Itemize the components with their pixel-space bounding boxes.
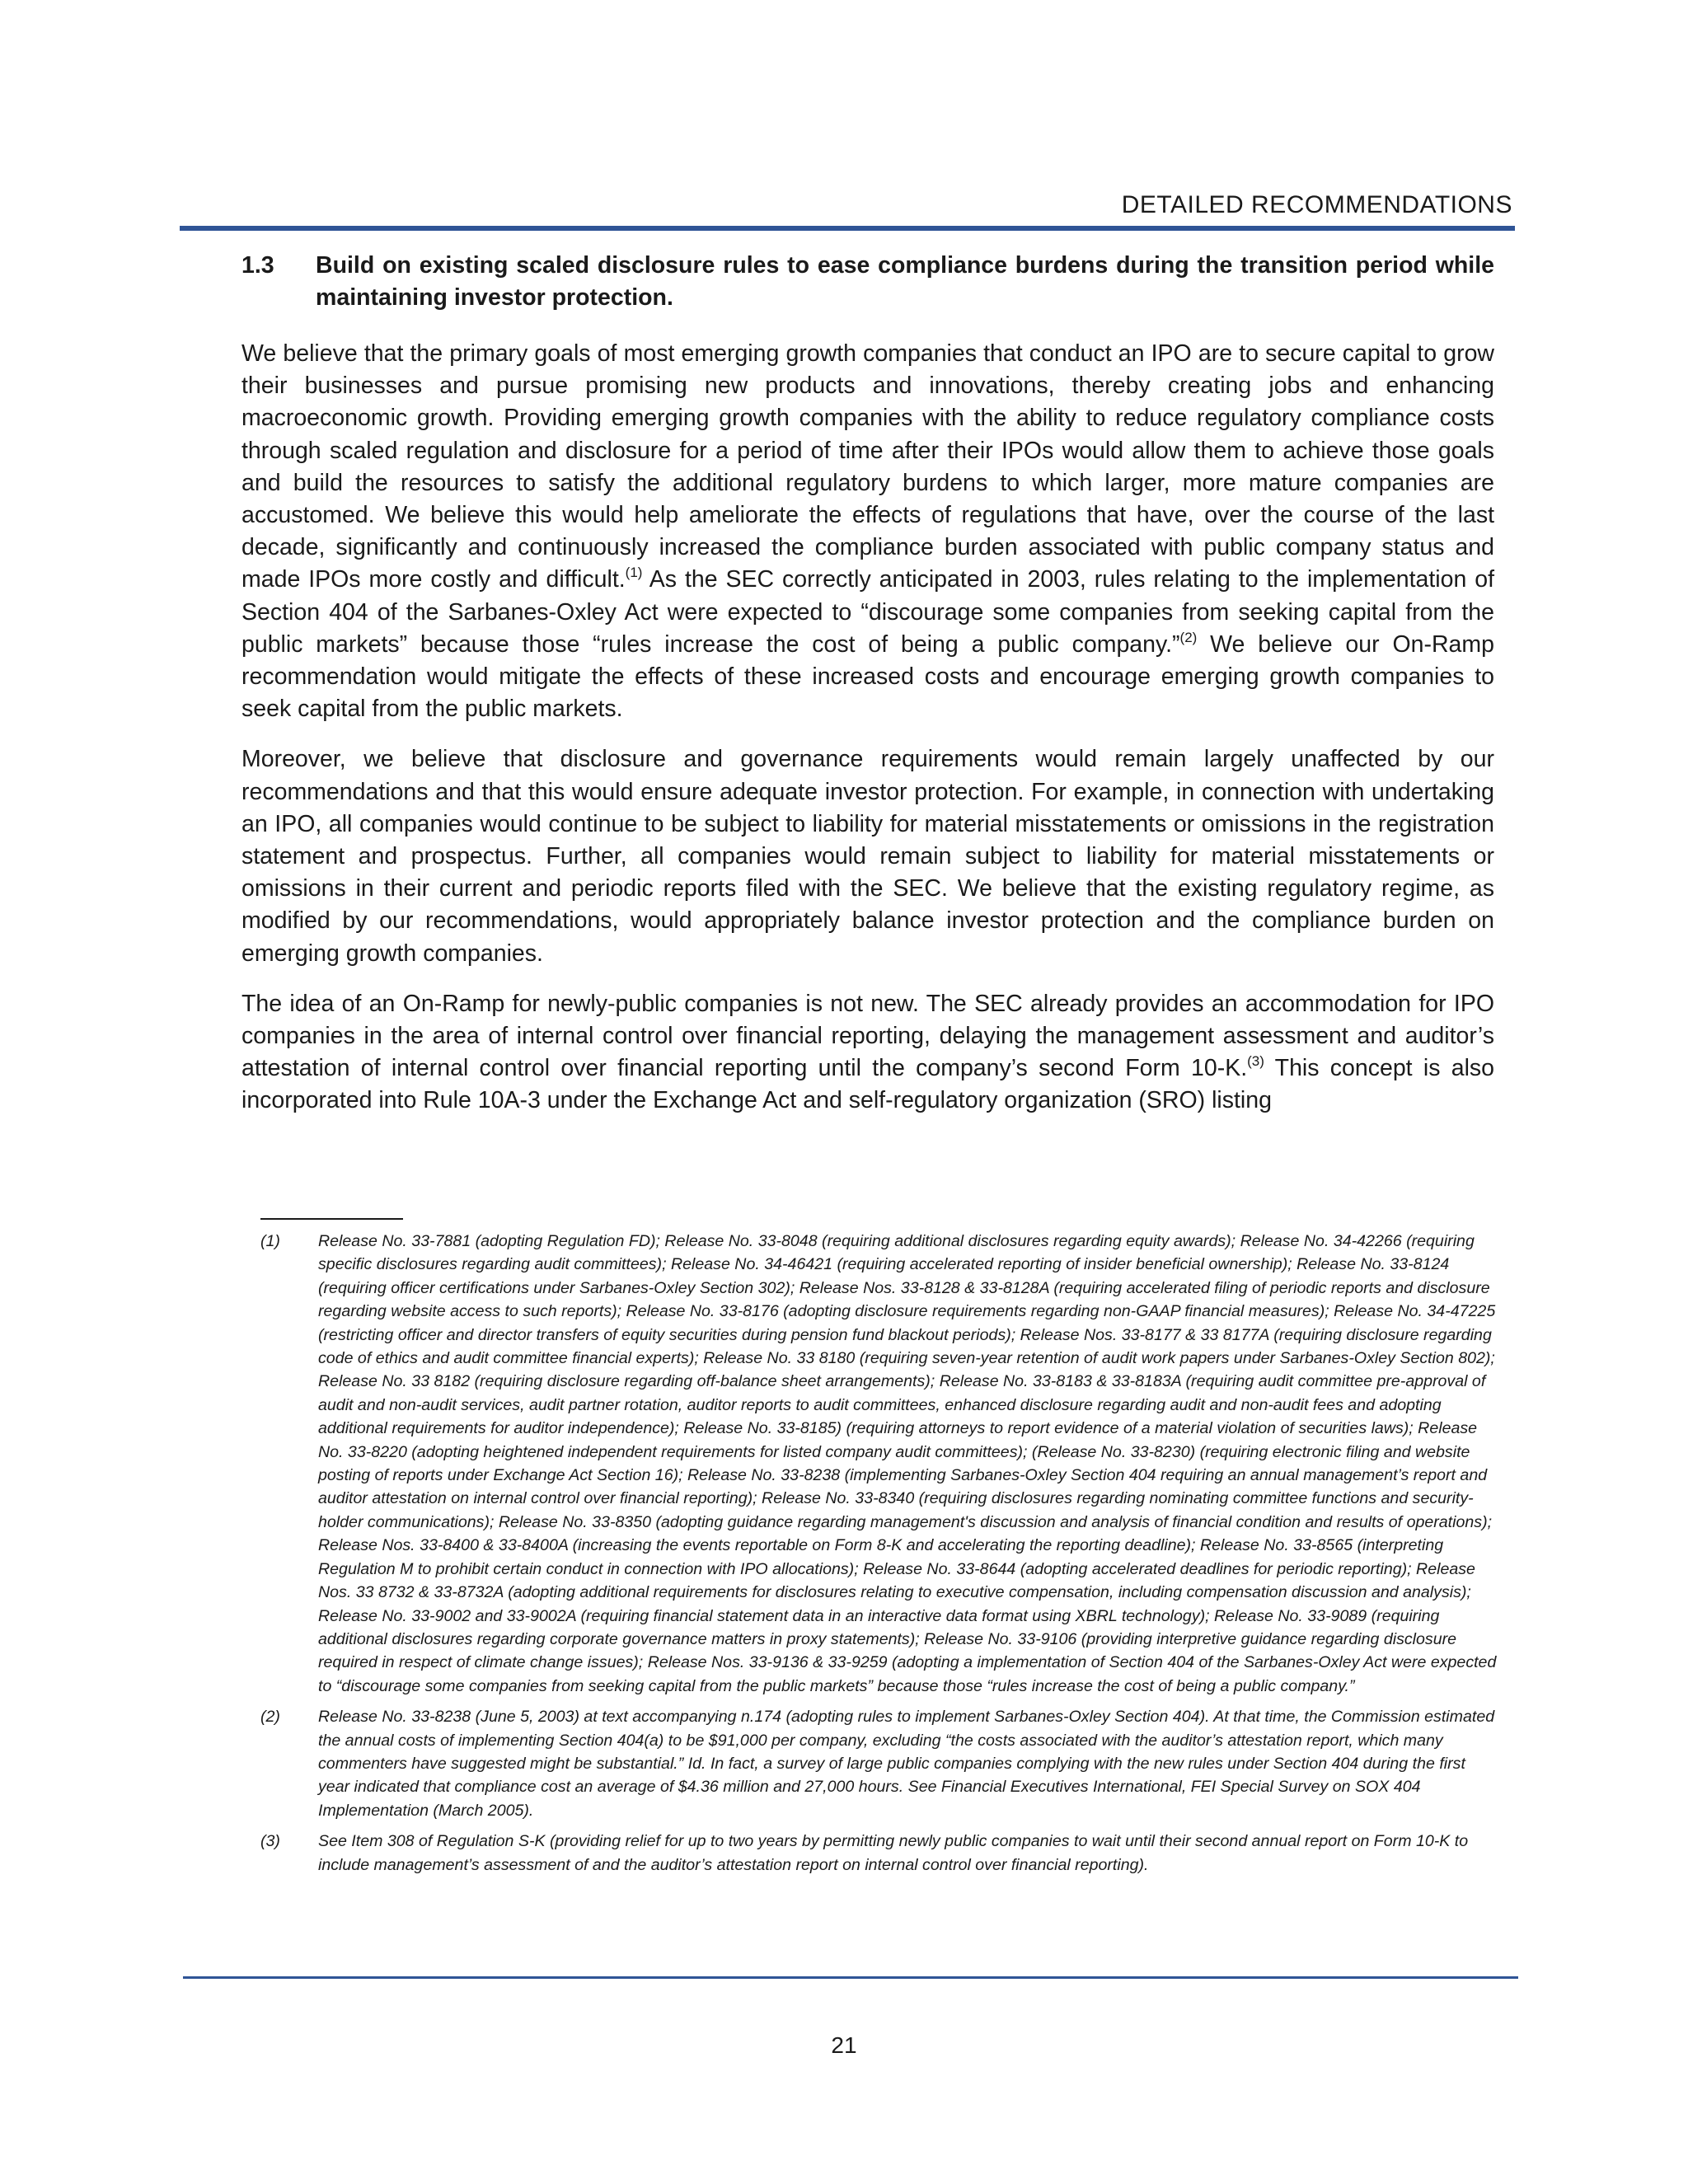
running-header-r: R [1251, 191, 1270, 218]
paragraph-3-part-a: The idea of an On-Ramp for newly-public companies is not new. The SEC already provides an accommodation for IPO companies in the area of internal control over financial reporting, delaying the management assessment and auditor’s attestation of internal control over financial reporting until the company’s second Form 10-K. [241, 990, 1494, 1082]
page-number: 21 [831, 2032, 857, 2058]
footnote-text: Release No. 33-8238 (June 5, 2003) at text accompanying n.174 (adopting rules to implement Sarbanes-Oxley Section 404). At that time, the Commission estimated the annual costs of implementing Section 404(a) to be $91,000 per company, excluding “the costs associated with the auditor’s attestation report, which many commenters have suggested might be substantial.” Id. In fact, a survey of large public companies complying with the new rules under Section 404 during the first year indicated that compliance cost an average of $4.36 million and 27,000 hours. See Financial Executives International, FEI Special Survey on SOX 404 Implementation (March 2005). [318, 1708, 1495, 1820]
footnote-number: (1) [260, 1232, 280, 1250]
paragraph-1-part-c: We believe our On-Ramp recommendation would mitigate the effects of these increased costs and encourage emerging growth companies to seek capital from the public markets. [241, 630, 1494, 723]
footnote-number: (2) [260, 1708, 280, 1727]
footnotes [260, 1230, 1497, 1884]
footnote-ref-3: (3) [1247, 1053, 1264, 1070]
paragraph-1 [241, 338, 1494, 725]
running-header-d: D [1121, 191, 1140, 218]
running-header-etailed: ETAILED [1139, 191, 1252, 218]
paragraph-3 [241, 988, 1494, 1118]
footnote-1 [260, 1230, 1497, 1698]
footnote-2 [260, 1705, 1497, 1822]
running-header-ecommendations: ECOMMENDATIONS [1269, 191, 1512, 218]
section-title: Build on existing scaled disclosure rules to ease compliance burdens during the transition period while maintaining investor protection. [316, 252, 1494, 311]
footnote-3 [260, 1830, 1497, 1877]
footnote-ref-1: (1) [625, 565, 643, 581]
section-number: 1.3 [241, 252, 274, 279]
footnote-number: (3) [260, 1832, 280, 1851]
footnote-ref-2: (2) [1179, 629, 1198, 645]
section-heading [241, 250, 1494, 314]
body-text [241, 338, 1494, 1136]
paragraph-1-part-a: We believe that the primary goals of most emerging growth companies that conduct an IPO are to secure capital to grow their businesses and pursue promising new products and innovations, thereby creating jobs and enhancing macroeconomic growth. Providing emerging growth companies with the ability to reduce regulatory compliance costs through scaled regulation and disclosure for a period of time after their IPOs would allow them to achieve those goals and build the resources to satisfy the additional regulatory burdens to which larger, more mature companies are accustomed. We believe this would help ameliorate the effects of regulations that have, over the course of the last decade, significantly and continuously increased the compliance burden associated with public company status and made IPOs more costly and difficult. [241, 340, 1494, 593]
paragraph-2: Moreover, we believe that disclosure and governance requirements would remain largely unaffected by our recommendations and that this would ensure adequate investor protection. For example, in connection with undertaking an IPO, all companies would continue to be subject to liability for material misstatements or omissions in the registration statement and prospectus. Further, all companies would remain subject to liability for material misstatements or omissions in their current and periodic reports filed with the SEC. We believe that the existing regulatory regime, as modified by our recommendations, would appropriately balance investor protection and the compliance burden on emerging growth companies. [241, 746, 1494, 967]
footnote-text: See Item 308 of Regulation S-K (providing relief for up to two years by permitting newly public companies to wait until their second annual report on Form 10-K to include management’s assessment of and the auditor’s attestation report on internal control over financial reporting). [318, 1832, 1469, 1874]
header-rule [180, 226, 1515, 231]
footnote-text: Release No. 33-7881 (adopting Regulation FD); Release No. 33-8048 (requiring additional disclosures regarding equity awards); Release No. 34-42266 (requiring specific disclosures regarding audit committees); Release No. 34-46421 (requiring accelerated reporting of insider beneficial ownership); Release No. 33-8124 (requiring officer certifications under Sarbanes-Oxley Section 302); Release Nos. 33-8128 & 33-8128A (requiring accelerated filing of periodic reports and disclosure regarding website access to such reports); Release No. 33-8176 (adopting disclosure requirements regarding non-GAAP financial measures); Release No. 34-47225 (restricting officer and director transfers of equity securities during pension fund blackout periods); Release Nos. 33-8177 & 33 8177A (requiring disclosure regarding code of ethics and audit committee financial experts); Release No. 33 8180 (requiring seven-year retention of audit work papers under Sarbanes-Oxley Section 802); Release No. 33 8182 (requiring disclosure regarding off-balance sheet arrangements); Release No. 33-8183 & 33-8183A (requiring audit committee pre-approval of audit and non-audit services, audit partner rotation, auditor reports to audit committees, enhanced disclosure regarding audit and non-audit fees and adopting additional requirements for auditor independence); Release No. 33-8185) (requiring attorneys to report evidence of a material violation of securities laws); Release No. 33-8220 (adopting heightened independent requirements for listed company audit committees); (Release No. 33-8230) (requiring electronic filing and website posting of reports under Exchange Act Section 16); Release No. 33-8238 (implementing Sarbanes-Oxley Section 404 requiring an annual management’s report and auditor attestation on internal control over financial reporting); Release No. 33-8340 (requiring disclosures regarding nominating committee functions and security-holder communications); Release No. 33-8350 (adopting guidance regarding management's discussion and analysis of financial condition and results of operations); Release Nos. 33-8400 & 33-8400A (increasing the events reportable on Form 8-K and accelerating the reporting deadline); Release No. 33-8565 (interpreting Regulation M to prohibit certain conduct in connection with IPO allocations); Release No. 33-8644 (adopting accelerated deadlines for periodic reporting); Release Nos. 33 8732 & 33-8732A (adopting additional requirements for disclosures relating to executive compensation, including compensation discussion and analysis); Release No. 33-9002 and 33-9002A (requiring financial statement data in an interactive data format using XBRL technology); Release No. 33-9089 (requiring additional disclosures regarding corporate governance matters in proxy statements); Release No. 33-9106 (providing interpretive guidance regarding disclosure required in respect of climate change issues); Release Nos. 33-9136 & 33-9259 (adopting a implementation of Section 404 of the Sarbanes-Oxley Act were expected to “discourage some companies from seeking capital from the public markets” because those “rules increase the cost of being a public company.” [318, 1232, 1497, 1695]
paragraph-1-part-b: As the SEC correctly anticipated in 2003, rules relating to the implementation of Section 404 of the Sarbanes-Oxley Act were expected to “discourage some companies from seeking capital from the public markets” because those “rules increase the cost of being a public company.” [241, 566, 1494, 658]
paragraph-3-part-b: This concept is also incorporated into Rule 10A-3 under the Exchange Act and self-regulatory organization (SRO) listing [241, 1055, 1495, 1114]
footer-rule [183, 1976, 1518, 1979]
footnote-separator [260, 1218, 403, 1220]
running-header [181, 191, 1512, 219]
